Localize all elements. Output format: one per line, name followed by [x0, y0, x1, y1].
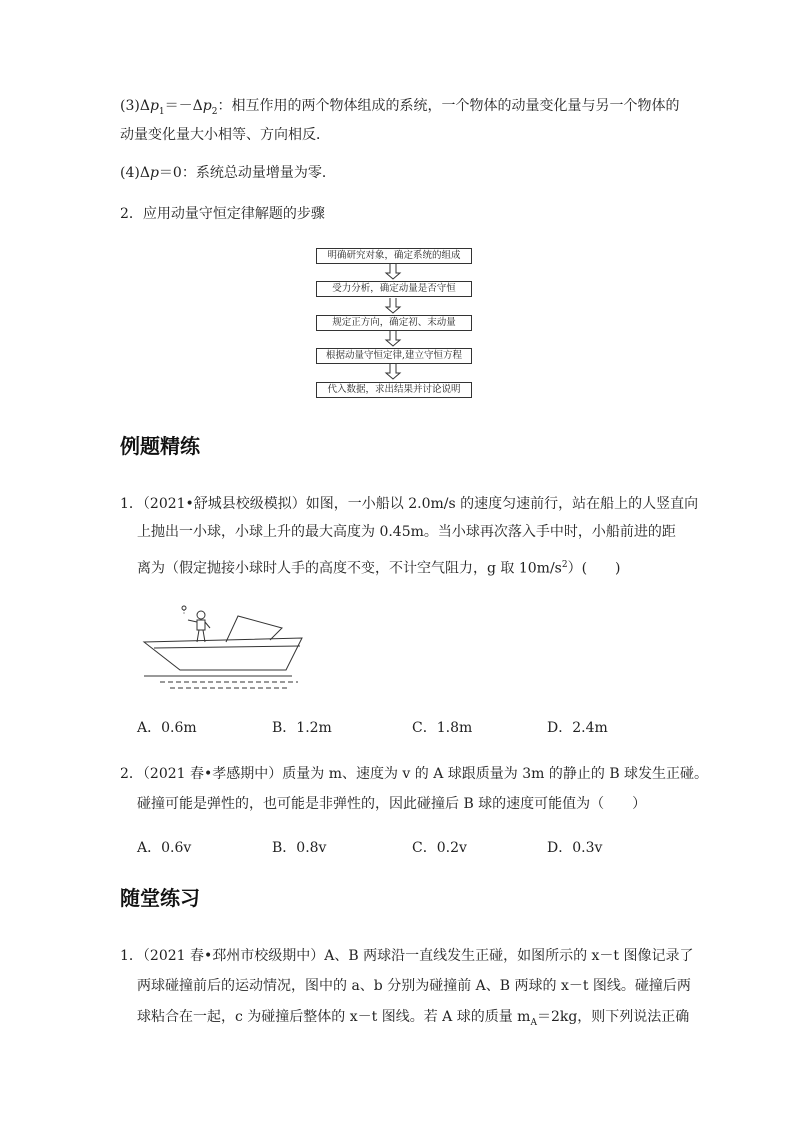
p1-line-3: [137, 1007, 689, 1033]
text-fragment: (4)Δ: [120, 165, 150, 181]
heading-examples: 例题精练: [120, 434, 200, 458]
down-arrow-icon: [382, 331, 404, 347]
superscript: 2: [561, 560, 568, 570]
q1-line-3: [137, 555, 621, 579]
section-2-title: 2．应用动量守恒定律解题的步骤: [120, 206, 325, 222]
q2-option-d: D．0.3v: [547, 840, 603, 856]
p1-line-2: 两球碰撞前后的运动情况，图中的 a、b 分别为碰撞前 A、B 两球的 x－t 图线。碰撞后两: [137, 978, 691, 994]
boat-cabin: [226, 616, 282, 642]
flow-step-5: 代入数据，求出结果并讨论说明: [316, 382, 472, 398]
person-figure: [188, 611, 210, 642]
flow-step-1: 明确研究对象，确定系统的组成: [316, 248, 472, 264]
q1-line-2: 上抛出一小球，小球上升的最大高度为 0.45m。当小球再次落入手中时，小船前进的距: [137, 524, 676, 540]
down-arrow-icon: [382, 264, 404, 280]
symbol-p: p: [149, 98, 159, 114]
p1-line-1: 1．（2021 春•邳州市校级期中）A、B 两球沿一直线发生正碰，如图所示的 x－t 图像记录了: [120, 948, 694, 964]
text-fragment: ：相互作用的两个物体组成的系统，一个物体的动量变化量与另一个物体的: [217, 98, 680, 114]
q1-option-c: C．1.8m: [412, 720, 473, 736]
text-fragment: (3)Δ: [120, 98, 150, 114]
subscript: A: [530, 1017, 537, 1028]
subscript: 1: [158, 106, 165, 117]
text-fragment: ＝－Δ: [164, 98, 203, 114]
down-arrow-icon: [382, 298, 404, 314]
text-fragment: 球粘合在一起，c 为碰撞后整体的 x－t 图线。若 A 球的质量 m: [137, 1009, 531, 1025]
q2-option-c: C．0.2v: [412, 840, 467, 856]
boat-figure: [140, 600, 310, 692]
text-fragment: ＝0：系统总动量增量为零．: [158, 165, 336, 181]
symbol-p: p: [149, 165, 159, 181]
text-fragment: ＝2kg，则下列说法正确: [536, 1009, 690, 1025]
q2-option-a: A．0.6v: [137, 840, 192, 856]
point-3-line-2: 动量变化量大小相等、方向相反．: [120, 127, 330, 143]
q2-option-b: B．0.8v: [272, 840, 327, 856]
q2-line-2: 碰撞可能是弹性的，也可能是非弹性的，因此碰撞后 B 球的速度可能值为（ ）: [137, 796, 647, 812]
flow-step-3: 规定正方向，确定初、末动量: [316, 315, 472, 331]
heading-practice: 随堂练习: [120, 886, 200, 910]
text-fragment: 离为（假定抛接小球时人手的高度不变，不计空气阻力，g 取 10m/s: [137, 560, 562, 577]
boat-hull: [144, 638, 302, 670]
flow-step-2: 受力分析，确定动量是否守恒: [316, 281, 472, 297]
flow-step-4: 根据动量守恒定律,建立守恒方程: [316, 348, 472, 364]
q1-line-1: 1．（2021•舒城县校级模拟）如图，一小船以 2.0m/s 的速度匀速前行，站在船上的人竖直向: [120, 496, 699, 512]
point-3-line-1: [120, 96, 679, 122]
symbol-p: p: [202, 98, 212, 114]
text-fragment: ）( ): [567, 560, 621, 577]
q1-option-b: B．1.2m: [272, 720, 332, 736]
down-arrow-icon: [382, 364, 404, 380]
point-4: [120, 163, 336, 183]
q1-option-a: A．0.6m: [137, 720, 197, 736]
ball-icon: [182, 606, 186, 610]
subscript: 2: [211, 106, 218, 117]
q2-line-1: 2．（2021 春•孝感期中）质量为 m、速度为 v 的 A 球跟质量为 3m 的静止的 B 球发生正碰。: [120, 766, 709, 782]
q1-option-d: D．2.4m: [547, 720, 608, 736]
